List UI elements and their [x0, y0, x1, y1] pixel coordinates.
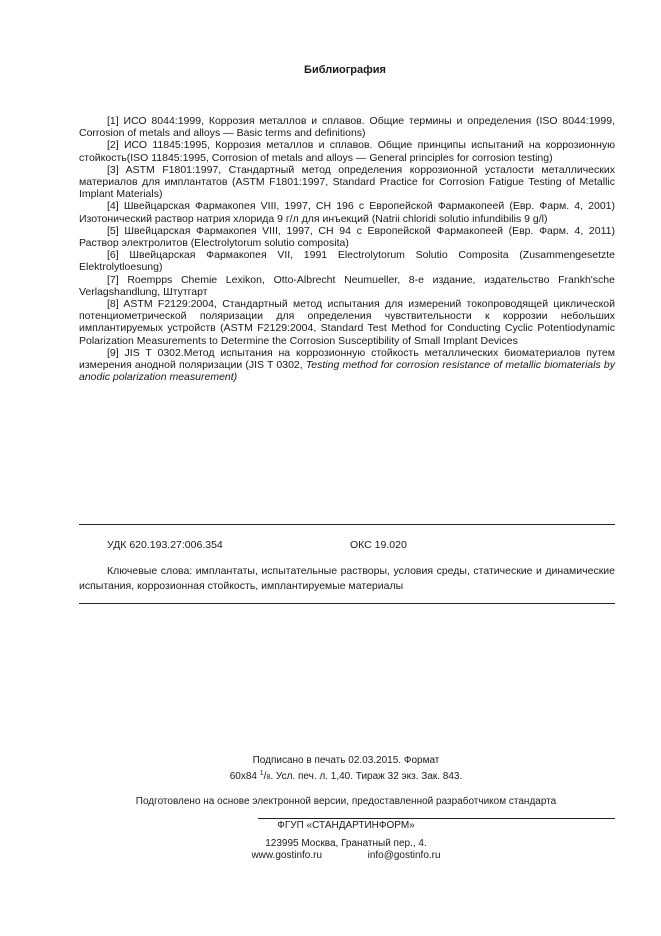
reference-6: [6] Швейцарская Фармакопея VII, 1991 Electrolytorum Solutio Composita (Zusammengesetzte Elektrolytloesung) [79, 249, 615, 274]
reference-5: [5] Швейцарская Фармакопея VIII, 1997, СН 94 с Европейской Фармакопеей (Евр. Фарм. 4, 2011) Раствор электролитов (Electrolytorum solutio composita) [79, 224, 615, 250]
publisher-name: ФГУП «СТАНДАРТИНФОРМ» [277, 820, 415, 831]
format-details: . Усл. печ. л. 1,40. Тираж 32 экз. Зак. 843. [270, 771, 463, 782]
reference-9-text: [9] JIS T 0302.Метод испытания на коррозионную стойкость металлических биоматериалов путем измерения анодной поляризации (JIS T 0302, [79, 346, 615, 372]
publisher-address: 123995 Москва, Гранатный пер., 4. [265, 838, 427, 849]
oks-code: ОКС 19.020 [350, 539, 407, 551]
publisher-contacts [0, 850, 661, 861]
udk-code: УДК 620.193.27:006.354 [107, 539, 223, 551]
keywords: Ключевые слова: имплантаты, испытательные растворы, условия среды, статические и динамические испытания, коррозионная стойкость, имплантируемые материалы [79, 565, 615, 592]
format-sub: 8 [266, 774, 271, 781]
imprint-format [0, 770, 661, 782]
publisher-website[interactable]: www.gostinfo.ru [251, 850, 323, 861]
reference-9 [79, 347, 615, 384]
format-slash: / [263, 771, 267, 782]
divider-bottom [79, 603, 615, 604]
format-size: 60х84 [229, 771, 260, 782]
publisher-email[interactable]: info@gostinfo.ru [367, 850, 441, 861]
reference-1: [1] ИСО 8044:1999, Коррозия металлов и сплавов. Общие термины и определения (ISO 8044:1999, Corrosion of metals and alloys — Basic terms and definitions) [79, 115, 615, 140]
bibliography-list [79, 115, 615, 383]
format-sup: 1 [259, 770, 264, 777]
imprint-prepared: Подготовлено на основе электронной версии, предоставленной разработчиком стандарта [135, 796, 557, 807]
reference-8: [8] ASTM F2129:2004, Стандартный метод испытания для измерений токопроводящей циклической потенциометрической поляризации для определения чувствительности к коррозии небольших имплантируемых устройств (ASTM F2129:2004, Standard Test Method for Conducting Cyclic Potentiodynamic Polarization Measurements to Determine the Corrosion Susceptibility of Small Implant Devices [79, 298, 615, 347]
divider-top [79, 524, 615, 525]
imprint-signed: Подписано в печать 02.03.2015. Формат [252, 755, 440, 766]
reference-9-italic: Testing method for corrosion resistance of metallic biomaterials by anodic polarization measurement) [79, 359, 615, 384]
reference-4: [4] Швейцарская Фармакопея VIII, 1997, СН 196 с Европейской Фармакопеей (Евр. Фарм. 4, 2001) Изотонический раствор натрия хлорида 9 г/л для инъекций (Natrii chloridi solutio infundibilis 9 g/l) [79, 200, 615, 225]
reference-3: [3] ASTM F1801:1997, Стандартный метод определения коррозионной усталости металлических материалов для имплантатов (ASTM F1801:1997, Standard Practice for Corrosion Fatigue Testing of Metallic Implant Materials) [79, 163, 615, 201]
reference-2: [2] ИСО 11845:1995, Коррозия металлов и сплавов. Общие принципы испытаний на коррозионную стойкость(ISO 11845:1995, Corrosion of metals and alloys — General principles for corrosion testing) [79, 139, 615, 164]
classification-row [107, 539, 615, 551]
reference-7: [7] Roempps Chemie Lexikon, Otto-Albrecht Neumueller, 8-е издание, издательство Frankh'sche Verlagshandlung, Штутгарт [79, 273, 615, 298]
page-title: Библиография [304, 64, 386, 76]
footer-divider [258, 818, 615, 819]
